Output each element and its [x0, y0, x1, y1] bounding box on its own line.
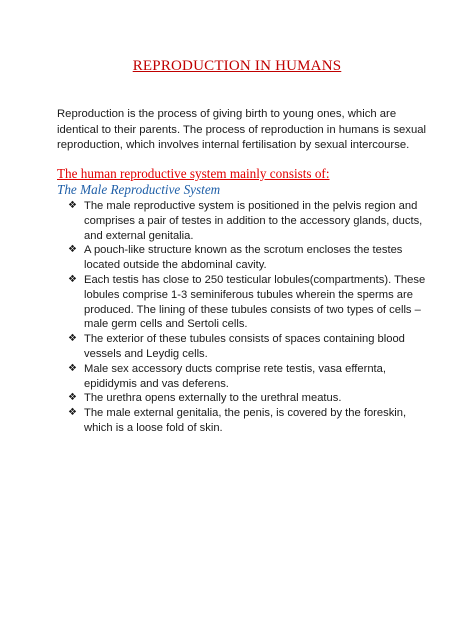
list-item-text: The urethra opens externally to the urethral meatus.	[84, 392, 342, 405]
diamond-bullet-icon: ❖	[68, 392, 77, 404]
list-item-text: The exterior of these tubules consists of spaces containing blood vessels and Leydig cells.	[84, 333, 405, 360]
list-item-text: The male reproductive system is positioned in the pelvis region and comprises a pair of testes in addition to the accessory glands, ducts, and external genitalia.	[84, 200, 423, 242]
list-item	[68, 332, 430, 362]
diamond-bullet-icon: ❖	[68, 407, 77, 419]
list-item	[68, 273, 430, 332]
list-item-text: A pouch-like structure known as the scrotum encloses the testes located outside the abdominal cavity.	[84, 244, 403, 272]
document-title: REPRODUCTION IN HUMANS	[132, 58, 342, 74]
diamond-bullet-icon: ❖	[68, 244, 77, 256]
intro-paragraph: Reproduction is the process of giving birth to young ones, which are identical to their parents. The process of reproduction in humans is sexual reproduction, which involves internal fertilisation by sexual intercourse.	[57, 108, 427, 151]
bullet-list	[68, 199, 430, 436]
list-item-text: Male sex accessory ducts comprise rete testis, vasa effernta, epididymis and vas deferens.	[84, 362, 386, 390]
diamond-bullet-icon: ❖	[68, 200, 77, 211]
list-item-text: The male external genitalia, the penis, is covered by the foreskin, which is a loose fold of skin.	[84, 407, 407, 434]
list-item	[68, 243, 430, 273]
list-item	[68, 199, 430, 243]
list-item	[68, 391, 430, 406]
list-item	[68, 406, 430, 436]
diamond-bullet-icon: ❖	[68, 362, 77, 374]
list-item	[68, 362, 430, 392]
diamond-bullet-icon: ❖	[68, 273, 77, 285]
list-item-text: Each testis has close to 250 testicular lobules(compartments). These lobules comprise 1-3 seminiferous tubules wherein the sperms are produced. The lining of these tubules consists of two types of cells – male germ cells and Sertoli cells.	[84, 273, 426, 331]
sub-heading: The Male Reproductive System	[57, 182, 221, 197]
diamond-bullet-icon: ❖	[68, 333, 77, 345]
section-heading: The human reproductive system mainly consists of:	[57, 166, 330, 181]
